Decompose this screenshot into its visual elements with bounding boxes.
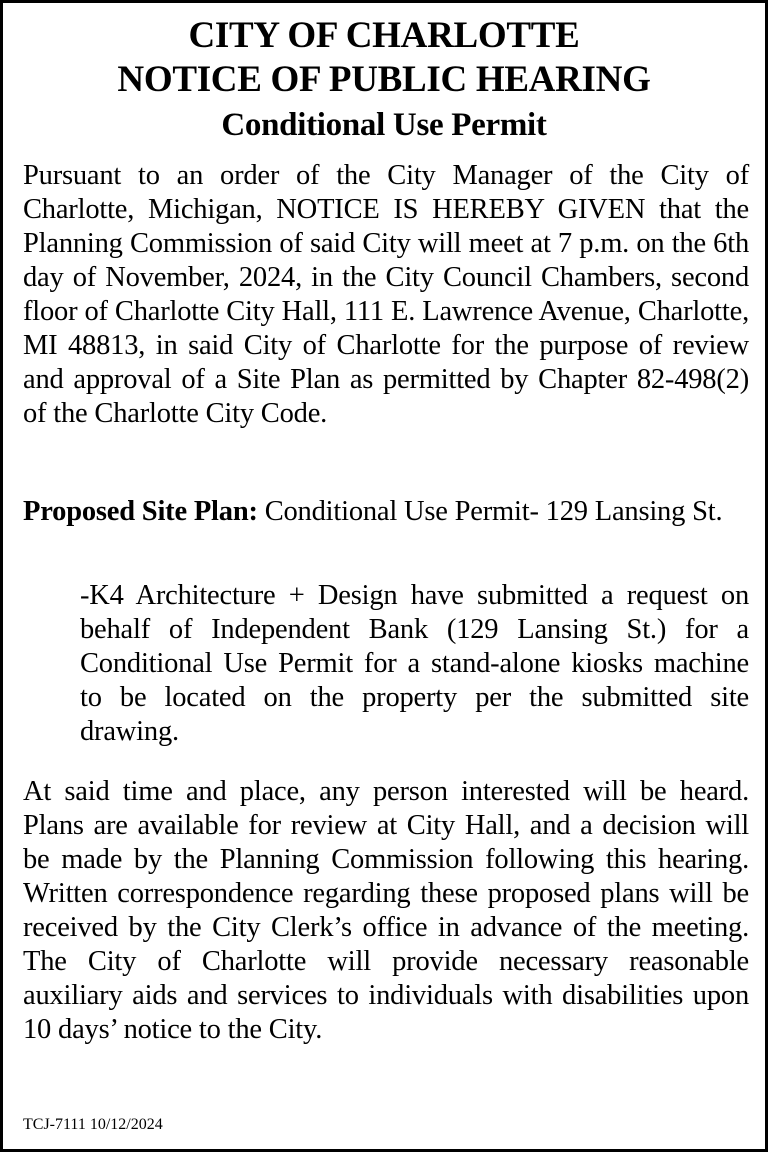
notice-title-hearing: NOTICE OF PUBLIC HEARING: [117, 59, 651, 100]
site-plan-paragraph: [23, 495, 749, 529]
request-paragraph: -K4 Architecture + Design have submitted a request on behalf of Independent Bank (129 Lansing St.) for a Conditional Use Permit for a stand-alone kiosks machine to be located on the property per the submitted site drawing.: [80, 580, 749, 747]
notice-title-city: CITY OF CHARLOTTE: [188, 15, 580, 56]
notice-subtitle: Conditional Use Permit: [221, 107, 547, 143]
notice-header: [3, 14, 765, 146]
notice-reference: TCJ-7111 10/12/2024: [23, 1116, 163, 1133]
site-plan-label: Proposed Site Plan:: [23, 496, 258, 527]
hearing-info-paragraph: At said time and place, any person interested will be heard. Plans are available for review at City Hall, and a decision will be made by the Planning Commission following this hearing. Written correspondence regarding these proposed plans will be received by the City Clerk’s office in advance of the meeting. The City of Charlotte will provide necessary reasonable auxiliary aids and services to individuals with disabilities upon 10 days’ notice to the City.: [23, 776, 749, 1045]
site-plan-text: Conditional Use Permit- 129 Lansing St.: [264, 496, 723, 527]
intro-paragraph: Pursuant to an order of the City Manager of the City of Charlotte, Michigan, NOTICE IS HEREBY GIVEN that the Planning Commission of said City will meet at 7 p.m. on the 6th day of November, 2024, in the City Council Chambers, second floor of Charlotte City Hall, 111 E. Lawrence Avenue, Charlotte, MI 48813, in said City of Charlotte for the purpose of review and approval of a Site Plan as permitted by Chapter 82-498(2) of the Charlotte City Code.: [23, 160, 749, 429]
